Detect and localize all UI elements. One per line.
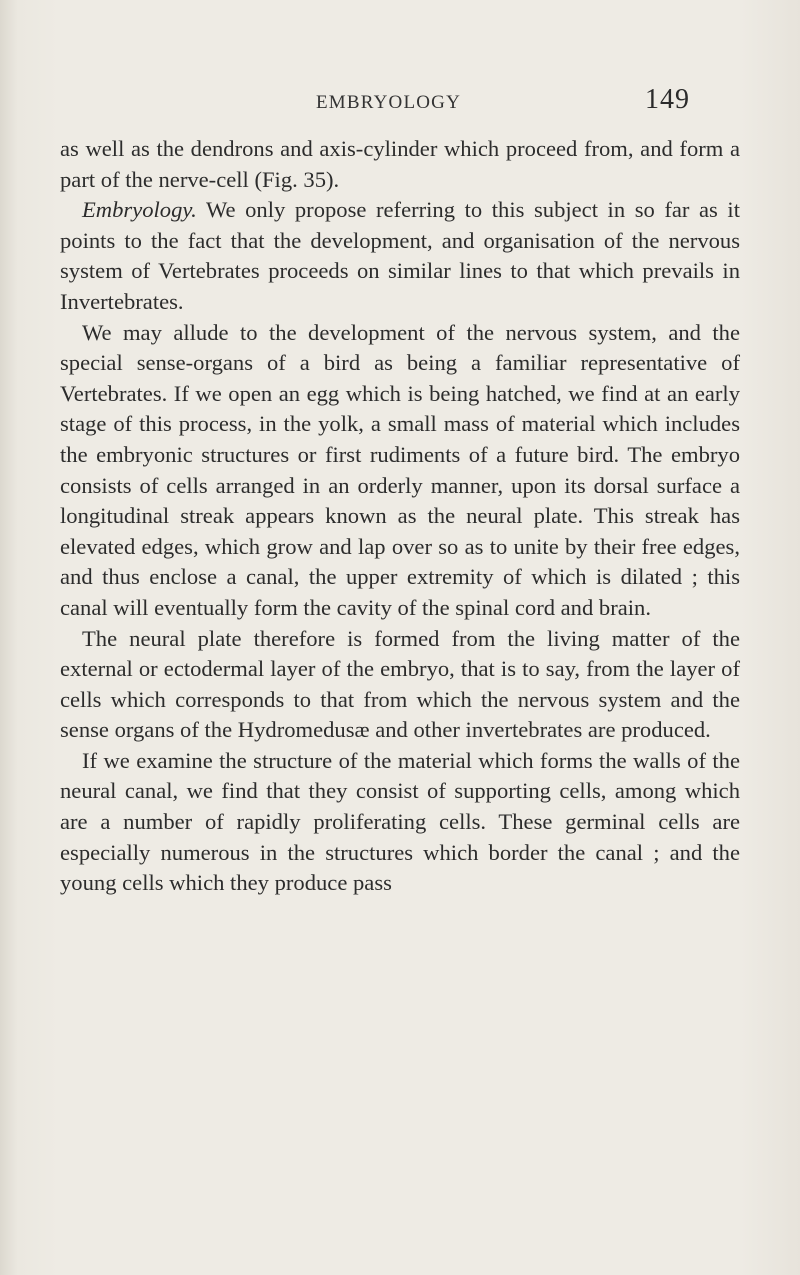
paragraph-neural-plate [60, 624, 740, 746]
page-header [0, 80, 800, 120]
body-text [60, 134, 740, 899]
paragraph-text: The neural plate therefore is formed from the living matter of the external or ectodermal layer of the embryo, that is to say, from the layer of cells which corresponds to that from which the nervous system and the sense organs of the Hydromedusæ and other invertebrates are produced. [60, 625, 740, 743]
paragraph-embryology [60, 195, 740, 317]
paragraph-text: We only propose referring to this subject in so far as it points to the fact that the development, and organisation of the nervous system of Vertebrates proceeds on similar lines to that which prevails in Invertebrates. [60, 197, 740, 314]
running-head: EMBRYOLOGY [316, 92, 462, 113]
paragraph-text: If we examine the structure of the material which forms the walls of the neural canal, we find that they consist of supporting cells, among which are a number of rapidly proliferating cells. These germinal cells are especially numerous in the structures which border the canal ; and the young cells which they produce pass [60, 747, 740, 896]
page-number: 149 [645, 84, 690, 115]
paragraph-neural-canal [60, 746, 740, 899]
paragraph-development [60, 318, 740, 624]
paragraph-text: as well as the dendrons and axis-cylinder which proceed from, and form a part of the nerve-cell (Fig. 35). [60, 136, 740, 192]
paragraph-text: We may allude to the development of the nervous system, and the special sense-organs of a bird as being a familiar representative of Vertebrates. If we open an egg which is being hatched, we find at an early stage of this process, in the yolk, a small mass of material which includes the embryonic structures or first rudiments of a future bird. The embryo consists of cells arranged in an orderly manner, upon its dorsal surface a longitudinal streak appears known as the neural plate. This streak has elevated edges, which grow and lap over so as to unite by their free edges, and thus enclose a canal, the upper extremity of which is dilated ; this canal will eventually form the cavity of the spinal cord and brain. [60, 319, 740, 620]
paragraph-continuation [60, 134, 740, 195]
section-lead-heading: Embryology. [82, 197, 197, 223]
